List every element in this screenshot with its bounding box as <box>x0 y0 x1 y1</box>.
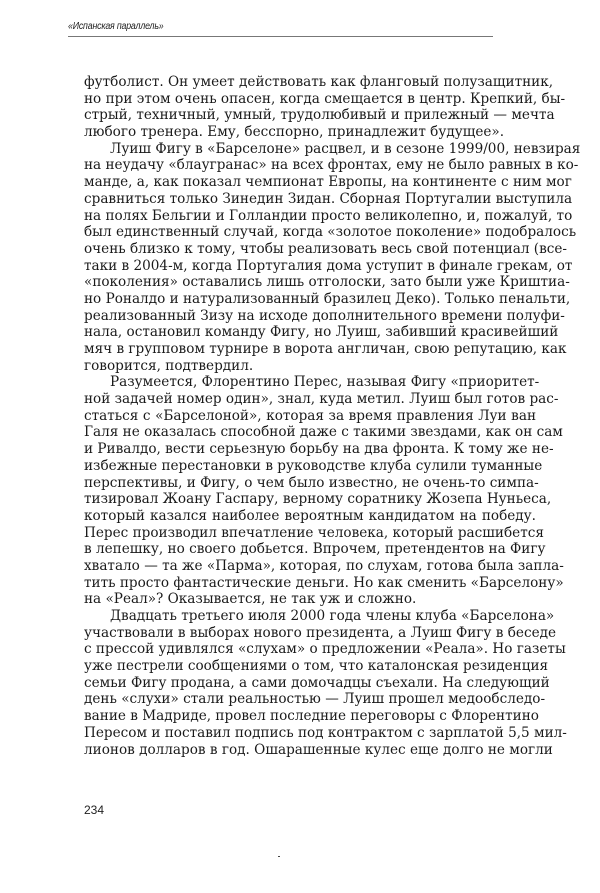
text-line: Разумеется, Флорентино Перес, называя Фигу «приоритет- <box>110 374 540 391</box>
text-line: тизировал Жоану Гаспару, верному соратнику Жозепа Нуньеса, <box>84 491 552 508</box>
text-line: нала, остановил команду Фигу, но Луиш, забивший красивейший <box>84 324 559 341</box>
text-line: мяч в групповом турнире в ворота англичан, свою репутацию, как <box>84 341 567 357</box>
text-line: Двадцать третьего июля 2000 года члены клуба «Барселона» <box>110 608 555 624</box>
text-line: сравниться только Зинедин Зидан. Сборная Португалии выступила <box>84 190 573 207</box>
text-line: Луиш Фигу в «Барселоне» расцвел, и в сезоне 1999/00, невзирая <box>110 140 581 157</box>
text-line: любого тренера. Ему, бесспорно, принадлежит будущее». <box>84 124 505 141</box>
paragraph <box>84 74 566 141</box>
text-line: на неудачу «блаугранас» на всех фронтах, ему не было равных в ко- <box>84 157 579 174</box>
text-line: стрый, техничный, умный, трудолюбивый и прилежный — мечта <box>84 107 555 124</box>
text-line: лионов долларов в год. Ошарашенные кулес еще долго не могли <box>84 741 553 758</box>
text-line: футболист. Он умеет действовать как фланговый полузащитник, <box>84 74 554 90</box>
text-line: тить просто фантастические деньги. Но как сменить «Барселону» <box>84 574 564 591</box>
text-line: избежные перестановки в руководстве клуба сулили туманные <box>84 457 543 474</box>
text-line: участвовали в выборах нового президента, а Луиш Фигу в беседе <box>84 624 557 641</box>
text-line: реализованный Зизу на исходе дополнительного времени полуфи- <box>84 307 565 324</box>
text-line: и Ривалдо, вести серьезную борьбу на два фронта. К тому же не- <box>84 441 554 458</box>
paragraph <box>84 140 581 375</box>
text-line: Галя не оказалась способной даже с такими звездами, как он сам <box>84 424 563 441</box>
text-line: семьи Фигу продана, а сами домочадцы съехали. На следующий <box>84 674 550 691</box>
body-text <box>84 74 581 758</box>
text-line: уже пестрели сообщениями о том, что каталонская резиденция <box>84 658 549 675</box>
page-header <box>68 20 492 34</box>
running-head: «Испанская параллель» <box>68 21 164 32</box>
text-line: но Роналдо и натурализованный бразилец Деко). Только пенальти, <box>84 290 571 307</box>
text-line: ной задачей номер один», знал, куда метил. Луиш был готов рас- <box>84 391 559 408</box>
text-line: хватало — та же «Парма», которая, по слухам, готова была запла- <box>84 557 564 574</box>
text-line: Перес производил впечатление человека, который расшибется <box>84 524 544 541</box>
text-line: манде, а, как показал чемпионат Европы, на континенте с ним мог <box>84 174 572 191</box>
paragraph <box>84 608 567 758</box>
scan-speck <box>278 856 280 857</box>
text-line: говорится, подтвердил. <box>84 357 254 374</box>
text-line: «поколения» оставались лишь отголоски, зато были уже Криштиа- <box>84 274 570 291</box>
page-number: 234 <box>84 803 105 817</box>
text-line: Пересом и поставил подпись под контрактом с зарплатой 5,5 мил- <box>84 724 567 741</box>
text-line: очень близко к тому, чтобы реализовать весь свой потенциал (все- <box>84 240 567 257</box>
text-line: был единственный случай, когда «золотое поколение» подобралось <box>84 224 577 241</box>
text-line: но при этом очень опасен, когда смещается в центр. Крепкий, бы- <box>84 90 566 107</box>
text-line: таки в 2004-м, когда Португалия дома уступит в финале грекам, от <box>84 257 573 274</box>
text-line: на «Реал»? Оказывается, не так уж и сложно. <box>84 591 417 608</box>
text-line: на полях Бельгии и Голландии просто великолепно, и, пожалуй, то <box>84 207 573 224</box>
text-line: статься с «Барселоной», которая за время правления Луи ван <box>84 407 536 424</box>
text-line: перспективы, и Фигу, о чем было известно, не очень-то симпа- <box>84 474 539 491</box>
header-rule <box>68 36 493 37</box>
text-line: вание в Мадриде, провел последние переговоры с Флорентино <box>84 708 539 725</box>
text-line: в лепешку, но своего добьется. Впрочем, претендентов на Фигу <box>84 541 546 558</box>
text-line: который казался наиболее вероятным кандидатом на победу. <box>84 507 536 524</box>
text-line: день «слухи» стали реальностью — Луиш прошел медообследо- <box>84 691 546 708</box>
text-line: с прессой удивлялся «слухам» о предложении «Реала». Но газеты <box>84 641 566 658</box>
paragraph <box>84 374 564 608</box>
